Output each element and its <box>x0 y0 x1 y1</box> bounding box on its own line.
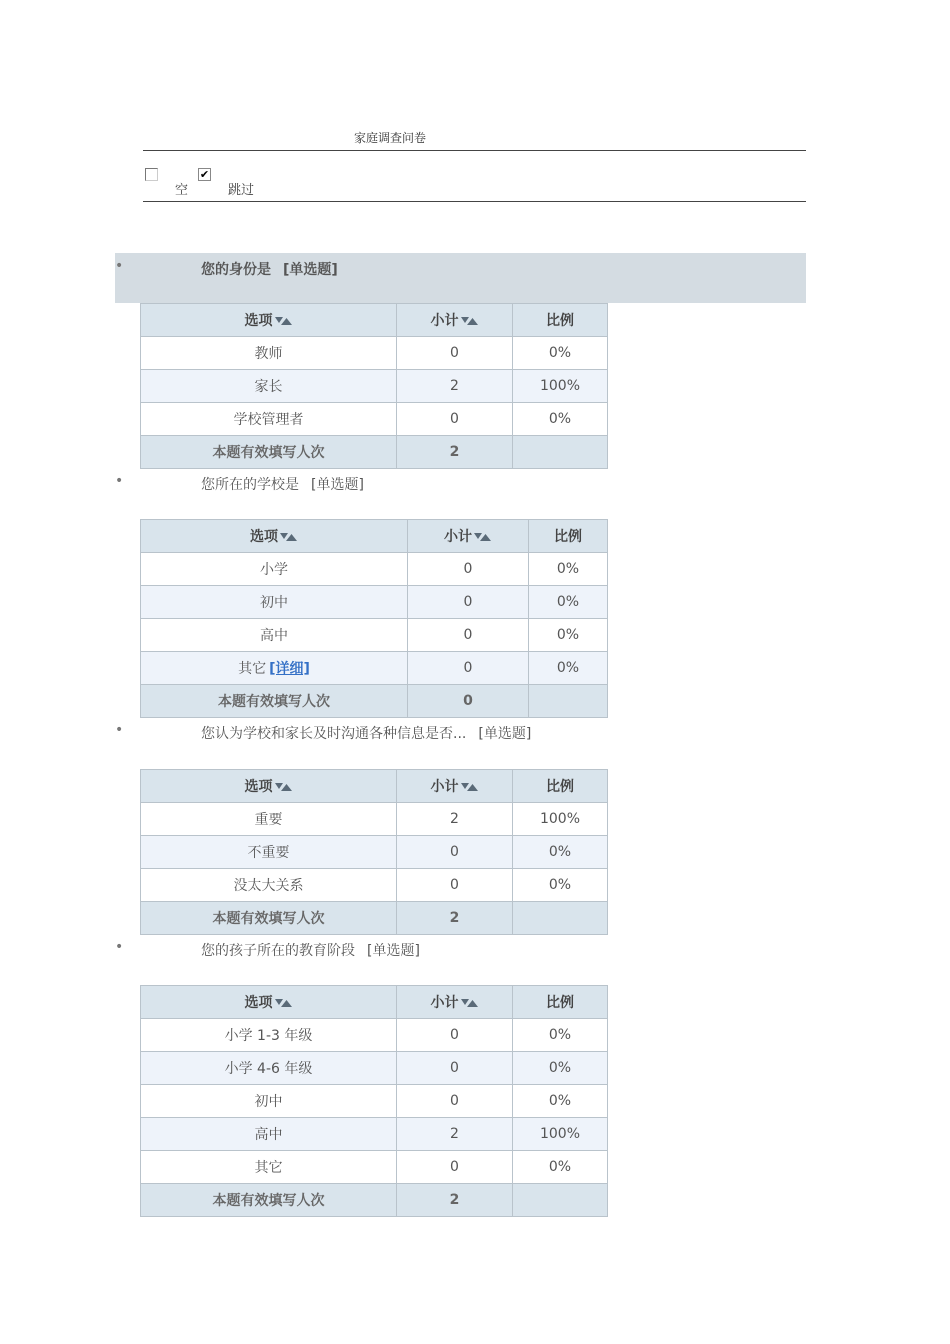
header-divider <box>143 150 806 151</box>
sort-icon[interactable] <box>275 316 293 326</box>
ratio-column-header: 比例 <box>513 770 608 803</box>
empty-checkbox-label: 空 <box>175 183 189 198</box>
sort-icon[interactable] <box>275 782 293 792</box>
bullet-icon: • <box>115 258 124 274</box>
table-row: 不重要 0 0% <box>141 836 608 869</box>
skip-checkbox[interactable]: ✔ <box>199 168 210 181</box>
question-header-band <box>115 253 806 303</box>
table-row: 重要 2 100% <box>141 803 608 836</box>
question-title: 您的孩子所在的教育阶段 [单选题] <box>201 943 420 959</box>
result-table <box>140 769 608 935</box>
table-header-row <box>141 770 608 803</box>
table-header-row <box>141 304 608 337</box>
table-row: 没太大关系 0 0% <box>141 869 608 902</box>
empty-checkbox[interactable] <box>145 168 158 181</box>
ratio-column-header: 比例 <box>529 520 608 553</box>
table-row: 教师 0 0% <box>141 337 608 370</box>
table-row: 其它 0 0% <box>141 1151 608 1184</box>
option-column-header[interactable]: 选项 <box>141 770 397 803</box>
total-row: 本题有效填写人次 2 <box>141 436 608 469</box>
total-row: 本题有效填写人次 2 <box>141 1184 608 1217</box>
result-table <box>140 303 608 469</box>
sort-icon[interactable] <box>461 316 479 326</box>
sort-icon[interactable] <box>275 998 293 1008</box>
table-header-row <box>141 986 608 1019</box>
table-row: 学校管理者 0 0% <box>141 403 608 436</box>
document-title: 家庭调查问卷 <box>354 131 427 145</box>
count-column-header[interactable]: 小计 <box>397 304 513 337</box>
count-column-header[interactable]: 小计 <box>397 770 513 803</box>
result-table <box>140 985 608 1217</box>
count-column-header[interactable]: 小计 <box>408 520 529 553</box>
filter-divider <box>143 201 806 202</box>
question-title: 您所在的学校是 [单选题] <box>201 477 364 493</box>
question-title: 您认为学校和家长及时沟通各种信息是否... [单选题] <box>201 726 532 742</box>
table-row: 初中 0 0% <box>141 586 608 619</box>
sort-icon[interactable] <box>461 998 479 1008</box>
option-column-header[interactable]: 选项 <box>141 986 397 1019</box>
sort-icon[interactable] <box>280 532 298 542</box>
table-row: 小学 4-6 年级 0 0% <box>141 1052 608 1085</box>
skip-checkbox-label: 跳过 <box>228 183 255 198</box>
result-table <box>140 519 608 718</box>
table-row: 高中 2 100% <box>141 1118 608 1151</box>
table-row: 小学 1-3 年级 0 0% <box>141 1019 608 1052</box>
option-column-header[interactable]: 选项 <box>141 520 408 553</box>
table-row: 高中 0 0% <box>141 619 608 652</box>
table-row: 其它 [详细] 0 0% <box>141 652 608 685</box>
bullet-icon: • <box>115 473 124 489</box>
table-row: 初中 0 0% <box>141 1085 608 1118</box>
question-title: 您的身份是 [单选题] <box>201 262 338 278</box>
sort-icon[interactable] <box>474 532 492 542</box>
table-header-row <box>141 520 608 553</box>
filter-row <box>143 166 543 196</box>
total-row: 本题有效填写人次 0 <box>141 685 608 718</box>
detail-link[interactable]: [详细] <box>269 661 310 677</box>
total-row: 本题有效填写人次 2 <box>141 902 608 935</box>
table-row: 家长 2 100% <box>141 370 608 403</box>
bullet-icon: • <box>115 939 124 955</box>
ratio-column-header: 比例 <box>513 986 608 1019</box>
ratio-column-header: 比例 <box>513 304 608 337</box>
table-row: 小学 0 0% <box>141 553 608 586</box>
count-column-header[interactable]: 小计 <box>397 986 513 1019</box>
bullet-icon: • <box>115 722 124 738</box>
sort-icon[interactable] <box>461 782 479 792</box>
option-column-header[interactable]: 选项 <box>141 304 397 337</box>
